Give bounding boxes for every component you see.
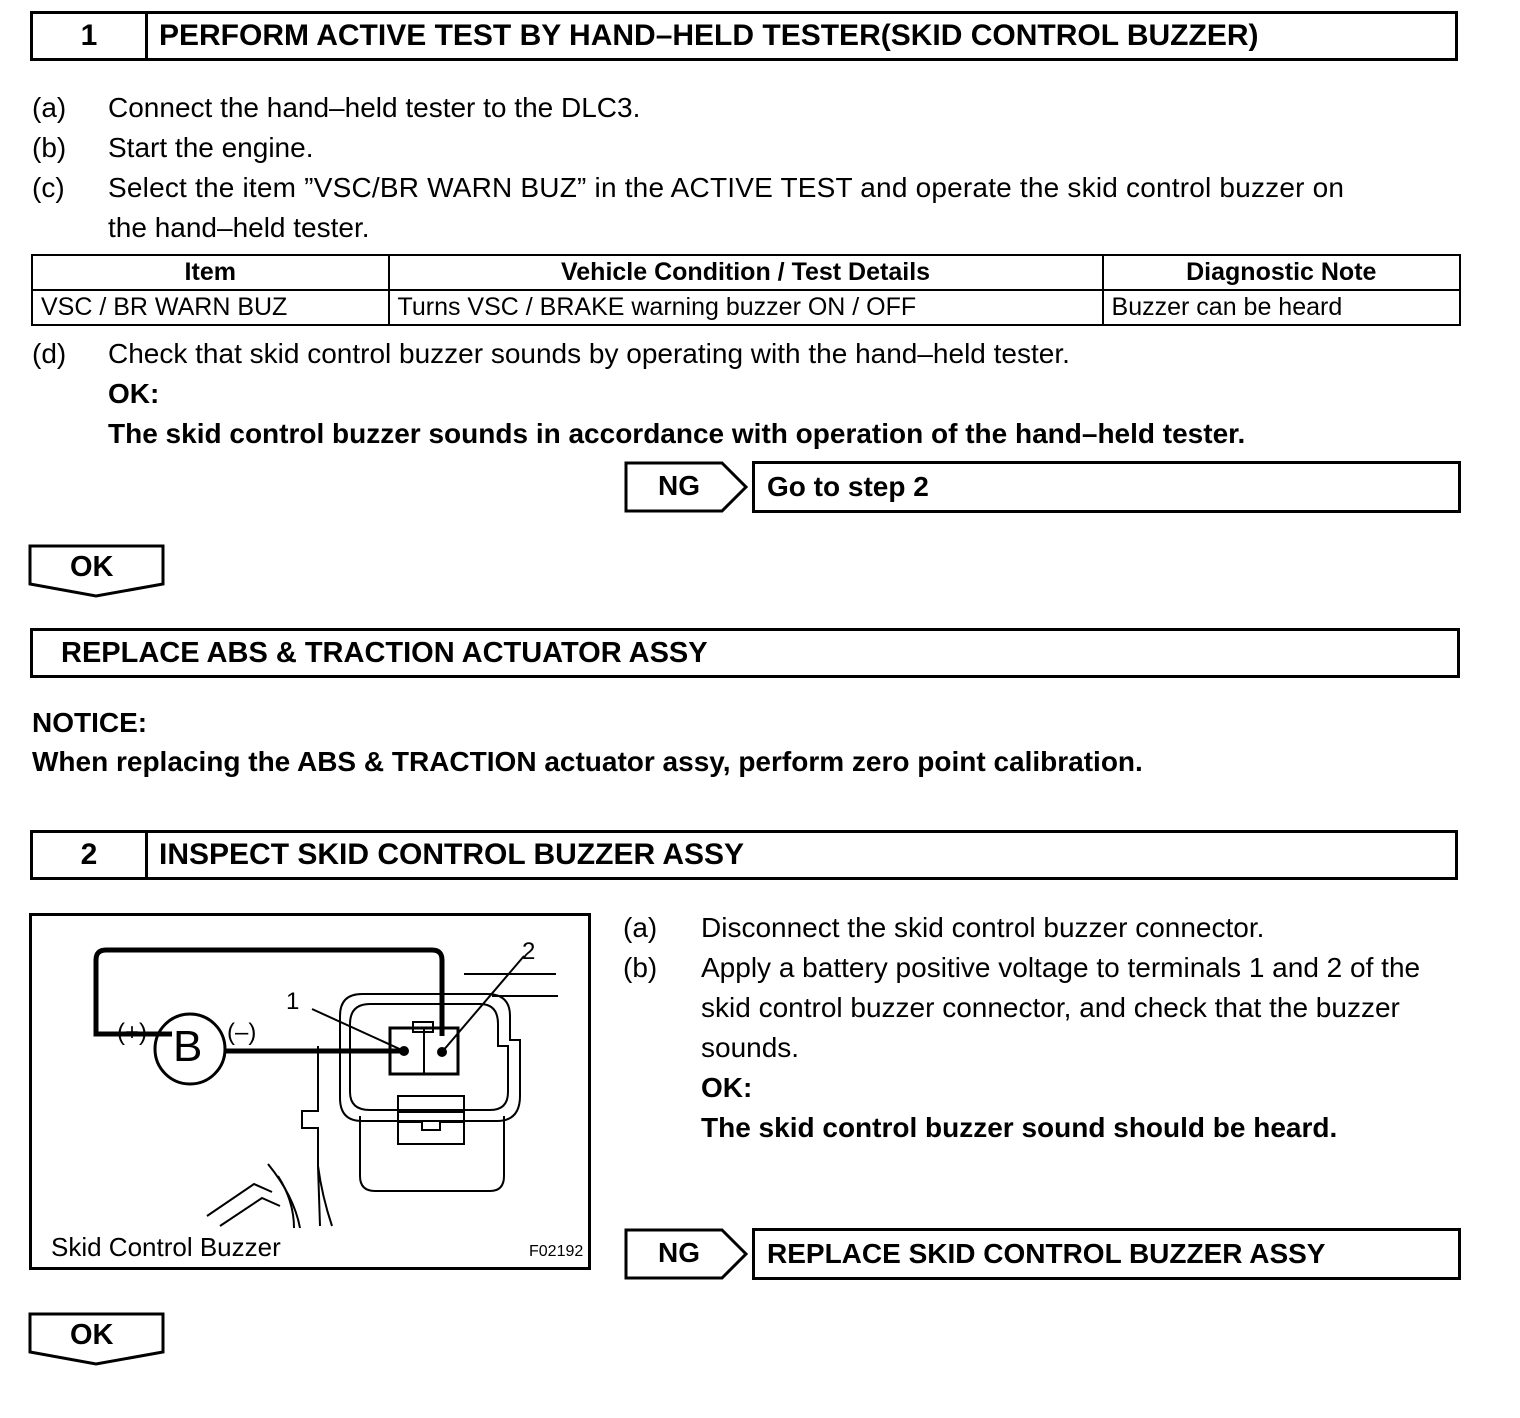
ng-action-box[interactable]: Go to step 2	[752, 461, 1461, 513]
step-1-b-text: Start the engine.	[108, 132, 314, 163]
step-1-c-label: (c)	[32, 172, 65, 203]
ng-tag-label: NG	[658, 470, 700, 501]
step-1-d-text: Check that skid control buzzer sounds by operating with the hand–held tester.	[108, 338, 1070, 369]
terminal-2-label: 2	[522, 938, 536, 965]
step-2-header	[30, 830, 1458, 880]
ok-arrow-label-2: OK	[70, 1319, 114, 1351]
battery-label: B	[173, 1022, 203, 1071]
step-2-number: 2	[33, 833, 148, 877]
step-1-a-label: (a)	[32, 92, 67, 123]
step-2-title: INSPECT SKID CONTROL BUZZER ASSY	[159, 838, 745, 871]
table-cell: Buzzer can be heard	[1103, 290, 1460, 325]
table-row	[32, 290, 1460, 325]
step-1-a-text: Connect the hand–held tester to the DLC3.	[108, 92, 641, 123]
step-2-a-label: (a)	[623, 912, 658, 943]
step-1-title: PERFORM ACTIVE TEST BY HAND–HELD TESTER(SKID CONTROL BUZZER)	[159, 19, 1259, 52]
buzzer-diagram	[29, 913, 591, 1270]
diagram-caption: Skid Control Buzzer	[51, 1232, 281, 1262]
step-2-ok-label: OK:	[701, 1072, 753, 1103]
step-2-a-text: Disconnect the skid control buzzer connector.	[701, 912, 1265, 943]
step-1-d-label: (d)	[32, 338, 67, 369]
plus-terminal-label: (+)	[117, 1019, 147, 1046]
active-test-table	[31, 254, 1461, 326]
step-2-ok-text: The skid control buzzer sound should be heard.	[701, 1112, 1338, 1143]
step-2-b-text-1: Apply a battery positive voltage to terminals 1 and 2 of the	[701, 952, 1421, 983]
ng-action-box-2[interactable]: REPLACE SKID CONTROL BUZZER ASSY	[752, 1228, 1461, 1280]
table-header-item: Item	[32, 255, 389, 290]
table-header-row	[32, 255, 1460, 290]
replace-actuator-box: REPLACE ABS & TRACTION ACTUATOR ASSY	[30, 628, 1460, 678]
step-1-number: 1	[33, 14, 148, 58]
buzzer-connector-illustration	[32, 916, 588, 1267]
step-2-b-text-2: skid control buzzer connector, and check that the buzzer	[701, 992, 1400, 1023]
step-1-c-text-2: the hand–held tester.	[108, 212, 370, 243]
step-1-ok-text: The skid control buzzer sounds in accordance with operation of the hand–held tester.	[108, 418, 1246, 449]
step-2-b-label: (b)	[623, 952, 658, 983]
step-1-ok-label: OK:	[108, 378, 160, 409]
table-cell: Turns VSC / BRAKE warning buzzer ON / OFF	[389, 290, 1103, 325]
step-1-b-label: (b)	[32, 132, 67, 163]
step-1-c-text-1: Select the item ”VSC/BR WARN BUZ” in the ACTIVE TEST and operate the skid control buzzer on	[108, 172, 1345, 203]
terminal-1-label: 1	[286, 988, 300, 1015]
notice-label: NOTICE:	[32, 707, 148, 738]
notice-text: When replacing the ABS & TRACTION actuator assy, perform zero point calibration.	[32, 746, 1143, 777]
table-header-condition: Vehicle Condition / Test Details	[389, 255, 1103, 290]
ok-arrow-label: OK	[70, 551, 114, 583]
step-1-header	[30, 11, 1458, 61]
figure-id: F02192	[529, 1243, 584, 1260]
ng-tag-label-2: NG	[658, 1237, 700, 1268]
table-cell: VSC / BR WARN BUZ	[32, 290, 389, 325]
minus-terminal-label: (–)	[227, 1019, 257, 1046]
step-2-b-text-3: sounds.	[701, 1032, 800, 1063]
table-header-note: Diagnostic Note	[1103, 255, 1460, 290]
